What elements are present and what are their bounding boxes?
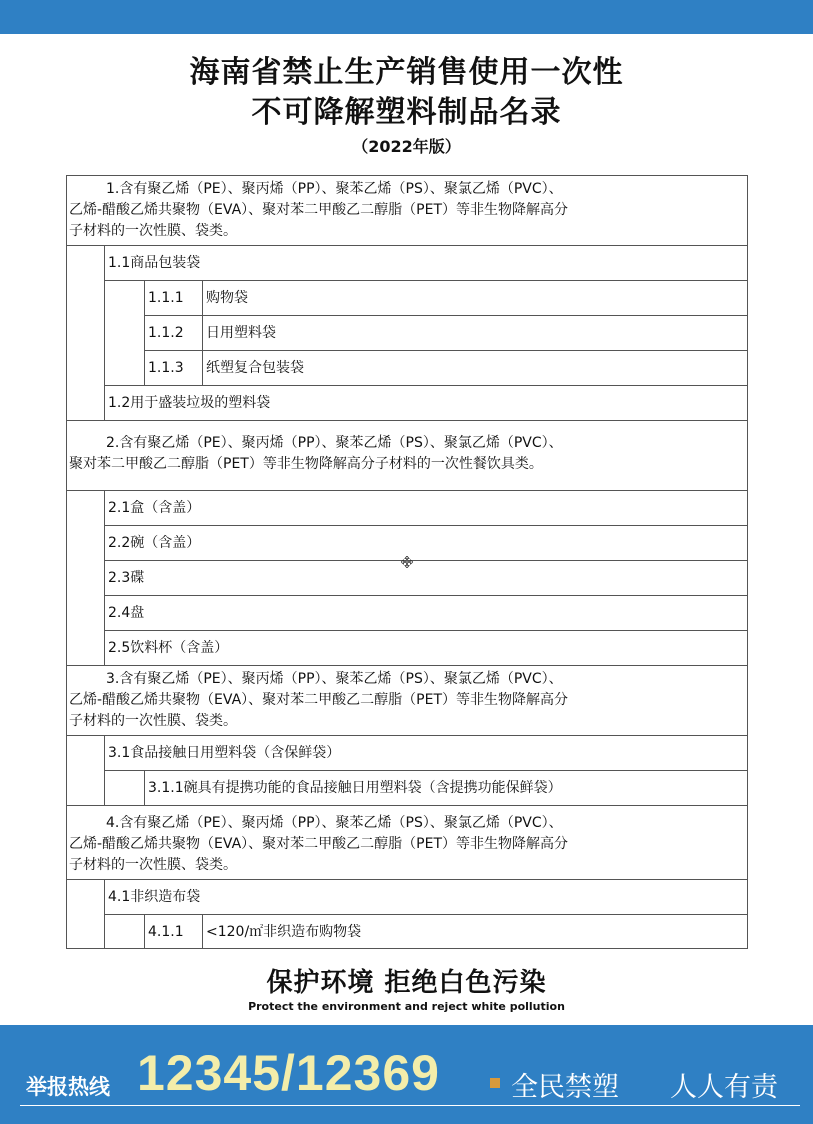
section-4-line: 子材料的一次性膜、袋类。 <box>69 857 237 873</box>
item-2-4: 2.4盘 <box>108 605 145 621</box>
slogan-chinese: 保护环境 拒绝白色污染 <box>266 968 547 998</box>
section-2-line: 2.含有聚乙烯（PE）、聚丙烯（PP）、聚苯乙烯（PS）、聚氯乙烯（PVC）、 <box>106 435 563 451</box>
hotline-label: 举报热线 <box>26 1075 110 1099</box>
section-2-description <box>69 433 745 475</box>
item-3-1: 3.1食品接触日用塑料袋（含保鲜袋） <box>108 745 341 761</box>
slogan-english: Protect the environment and reject white pollution <box>248 1000 565 1013</box>
item-1-1: 1.1商品包装袋 <box>108 255 201 271</box>
section-2-line: 聚对苯二甲酸乙二醇脂（PET）等非生物降解高分子材料的一次性餐饮具类。 <box>69 456 543 472</box>
item-4-1-1: <120/㎡非织造布购物袋 <box>206 924 362 940</box>
motto-ban-plastic: 全民禁塑 <box>511 1072 619 1103</box>
page-title-line-2: 不可降解塑料制品名录 <box>251 95 562 130</box>
section-1-line: 1.含有聚乙烯（PE）、聚丙烯（PP）、聚苯乙烯（PS）、聚氯乙烯（PVC）、 <box>106 181 563 197</box>
section-4-description <box>69 813 745 876</box>
page-title-line-1: 海南省禁止生产销售使用一次性 <box>189 55 624 90</box>
table-rule <box>104 385 748 386</box>
item-4-1-1-number: 4.1.1 <box>148 924 184 940</box>
table-rule <box>104 490 105 665</box>
section-3-description <box>69 669 745 732</box>
table-rule <box>104 879 105 949</box>
item-1-1-1-number: 1.1.1 <box>148 290 184 306</box>
item-1-1-2: 日用塑料袋 <box>206 325 276 341</box>
table-rule <box>66 175 67 949</box>
footer-divider <box>20 1105 800 1106</box>
table-rule <box>104 595 748 596</box>
item-2-1: 2.1盒（含盖） <box>108 500 201 516</box>
table-rule <box>202 280 203 385</box>
item-1-1-1: 购物袋 <box>206 290 248 306</box>
square-bullet-icon <box>490 1078 500 1088</box>
table-rule <box>144 770 145 805</box>
table-rule <box>66 948 748 949</box>
table-rule <box>104 914 748 915</box>
item-1-1-3-number: 1.1.3 <box>148 360 184 376</box>
table-rule <box>144 914 145 949</box>
table-rule <box>144 315 748 316</box>
table-rule <box>104 560 748 561</box>
motto-everyone-responsible: 人人有责 <box>670 1072 778 1103</box>
section-4-line: 乙烯-醋酸乙烯共聚物（EVA）、聚对苯二甲酸乙二醇脂（PET）等非生物降解高分 <box>69 836 568 852</box>
move-cursor-icon <box>401 556 413 568</box>
table-rule <box>144 280 145 385</box>
section-3-line: 乙烯-醋酸乙烯共聚物（EVA）、聚对苯二甲酸乙二醇脂（PET）等非生物降解高分 <box>69 692 568 708</box>
section-1-line: 乙烯-醋酸乙烯共聚物（EVA）、聚对苯二甲酸乙二醇脂（PET）等非生物降解高分 <box>69 202 568 218</box>
table-rule <box>66 879 748 880</box>
table-rule <box>202 914 203 949</box>
item-2-2: 2.2碗（含盖） <box>108 535 201 551</box>
item-1-1-3: 纸塑复合包装袋 <box>206 360 304 376</box>
table-rule <box>104 525 748 526</box>
section-1-description <box>69 179 745 242</box>
table-rule <box>66 665 748 666</box>
section-4-line: 4.含有聚乙烯（PE）、聚丙烯（PP）、聚苯乙烯（PS）、聚氯乙烯（PVC）、 <box>106 815 563 831</box>
table-rule <box>66 490 748 491</box>
table-rule <box>104 770 748 771</box>
hotline-number: 12345/12369 <box>137 1045 440 1101</box>
item-2-3: 2.3碟 <box>108 570 145 586</box>
table-rule <box>66 805 748 806</box>
table-rule <box>66 735 748 736</box>
table-rule <box>104 630 748 631</box>
top-banner-bar <box>0 0 813 34</box>
table-rule <box>747 175 748 949</box>
table-rule <box>104 245 105 420</box>
item-2-5: 2.5饮料杯（含盖） <box>108 640 229 656</box>
section-1-line: 子材料的一次性膜、袋类。 <box>69 223 237 239</box>
item-3-1-1: 3.1.1碗具有提携功能的食品接触日用塑料袋（含提携功能保鲜袋） <box>148 780 562 796</box>
section-3-line: 子材料的一次性膜、袋类。 <box>69 713 237 729</box>
item-1-2: 1.2用于盛装垃圾的塑料袋 <box>108 395 271 411</box>
item-1-1-2-number: 1.1.2 <box>148 325 184 341</box>
table-rule <box>104 280 748 281</box>
item-4-1: 4.1非织造布袋 <box>108 889 201 905</box>
table-rule <box>66 245 748 246</box>
table-rule <box>104 735 105 805</box>
table-rule <box>66 175 748 176</box>
table-rule <box>66 420 748 421</box>
edition-label: （2022年版） <box>352 137 461 156</box>
section-3-line: 3.含有聚乙烯（PE）、聚丙烯（PP）、聚苯乙烯（PS）、聚氯乙烯（PVC）、 <box>106 671 563 687</box>
table-rule <box>144 350 748 351</box>
